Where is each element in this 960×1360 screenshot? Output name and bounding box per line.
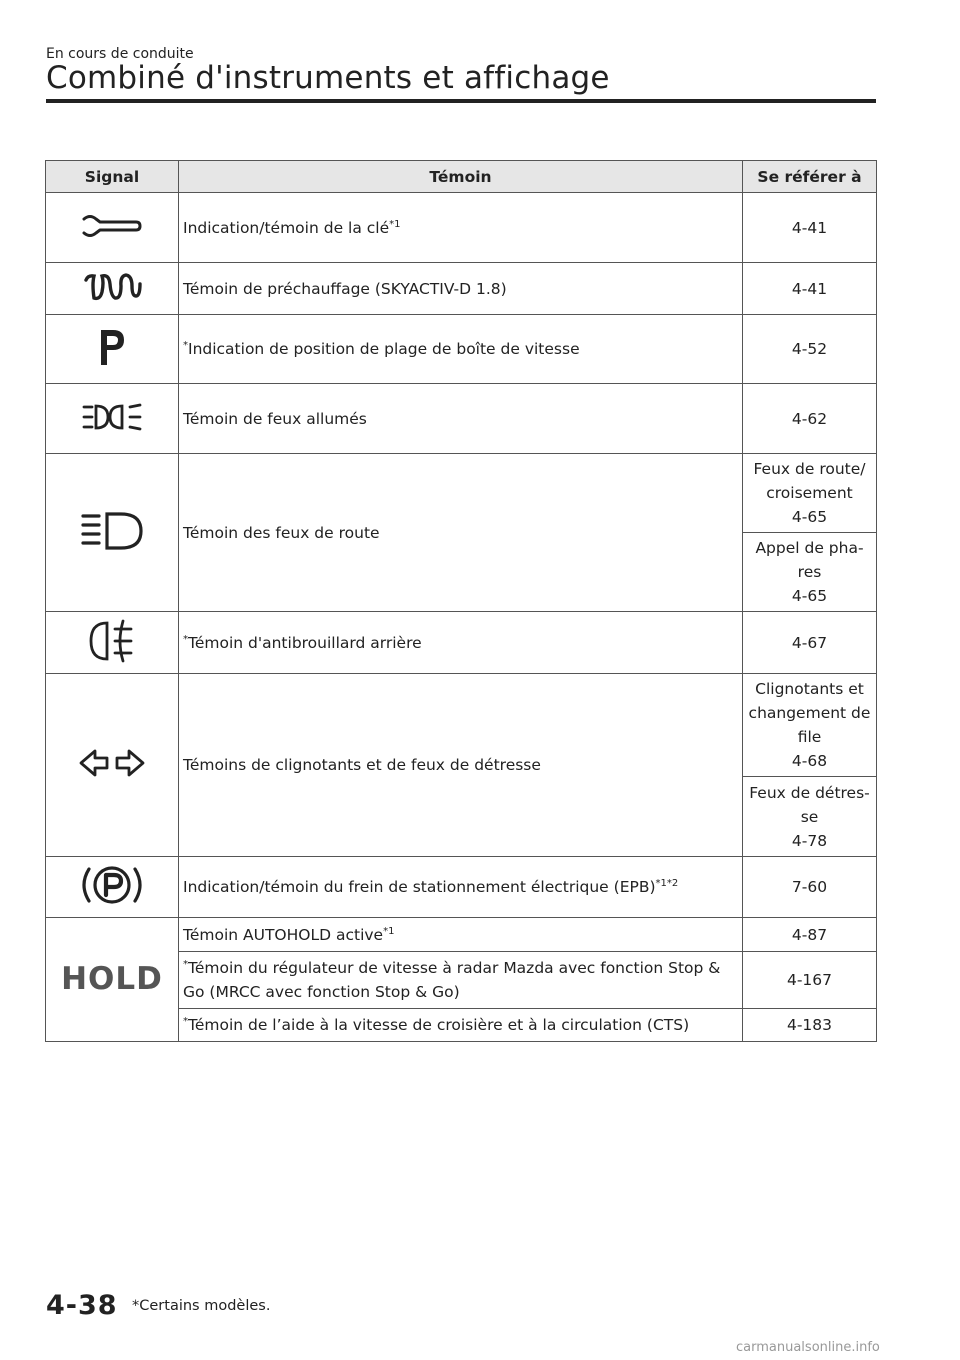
reference-cell: 4-52 [743,315,877,384]
gear-position-p-icon [97,327,127,367]
table-row [46,315,877,384]
table-row [46,193,877,263]
description-cell: Indication/témoin de la clé$^{*1}$ [179,193,743,263]
description-cell: Témoin AUTOHOLD active$^{*1}$ [179,918,743,952]
turn-signal-arrows-icon [79,748,145,778]
title-rule [46,99,876,103]
signal-cell [46,384,179,454]
reference-cell: 4-183 [743,1009,877,1042]
signal-cell [46,674,179,857]
description-cell: *Témoin du régulateur de vitesse à radar Mazda avec fonction Stop & Go (MRCC avec fonction Stop & Go) [179,952,743,1009]
table-row [46,674,877,777]
description-cell: Témoin de préchauffage (SKYACTIV-D 1.8) [179,263,743,315]
section-label: En cours de conduite [46,46,194,62]
reference-cell: 4-87 [743,918,877,952]
table-row [46,918,877,952]
signal-cell [46,857,179,918]
reference-cell: 7-60 [743,857,877,918]
indicator-table [45,160,877,1042]
parking-brake-p-icon [77,861,147,909]
table-row [46,384,877,454]
signal-cell [46,315,179,384]
hold-icon: HOLD [61,961,163,997]
page-title: Combiné d'instruments et affichage [46,60,610,96]
description-cell: Témoins de clignotants et de feux de détresse [179,674,743,857]
reference-cell: Appel de pha- res 4-65 [743,533,877,612]
footnote: *Certains modèles. [132,1298,271,1314]
reference-cell: Clignotants et changement de file 4-68 [743,674,877,777]
signal-cell [46,612,179,674]
reference-cell: 4-67 [743,612,877,674]
signal-cell [46,454,179,612]
wrench-key-icon [80,211,144,241]
description-cell: *Témoin de l’aide à la vitesse de croisière et à la circulation (CTS) [179,1009,743,1042]
table-row [46,857,877,918]
table-row [46,454,877,533]
description-cell: Témoin de feux allumés [179,384,743,454]
table-row [46,263,877,315]
table-header-row [46,161,877,193]
header-ref: Se référer à [743,161,877,193]
reference-cell: 4-41 [743,263,877,315]
high-beam-icon [79,510,145,552]
header-signal: Signal [46,161,179,193]
signal-cell [46,263,179,315]
description-cell: *Indication de position de plage de boîte de vitesse [179,315,743,384]
reference-cell: 4-41 [743,193,877,263]
reference-cell: 4-62 [743,384,877,454]
description-cell: *Témoin d'antibrouillard arrière [179,612,743,674]
reference-cell: Feux de route/ croisement 4-65 [743,454,877,533]
reference-cell: 4-167 [743,952,877,1009]
signal-cell [46,193,179,263]
description-cell: Indication/témoin du frein de stationnement électrique (EPB)$^{*1*2}$ [179,857,743,918]
description-cell: Témoin des feux de route [179,454,743,612]
rear-fog-light-icon [87,619,137,663]
reference-cell: Feux de détres- se 4-78 [743,777,877,857]
header-temoin: Témoin [179,161,743,193]
table-row [46,612,877,674]
page-number: 4-38 [46,1290,118,1321]
glow-plug-coil-icon [82,272,142,302]
signal-cell [46,918,179,1042]
watermark: carmanualsonline.info [736,1340,880,1355]
parking-lights-icon [82,400,142,434]
